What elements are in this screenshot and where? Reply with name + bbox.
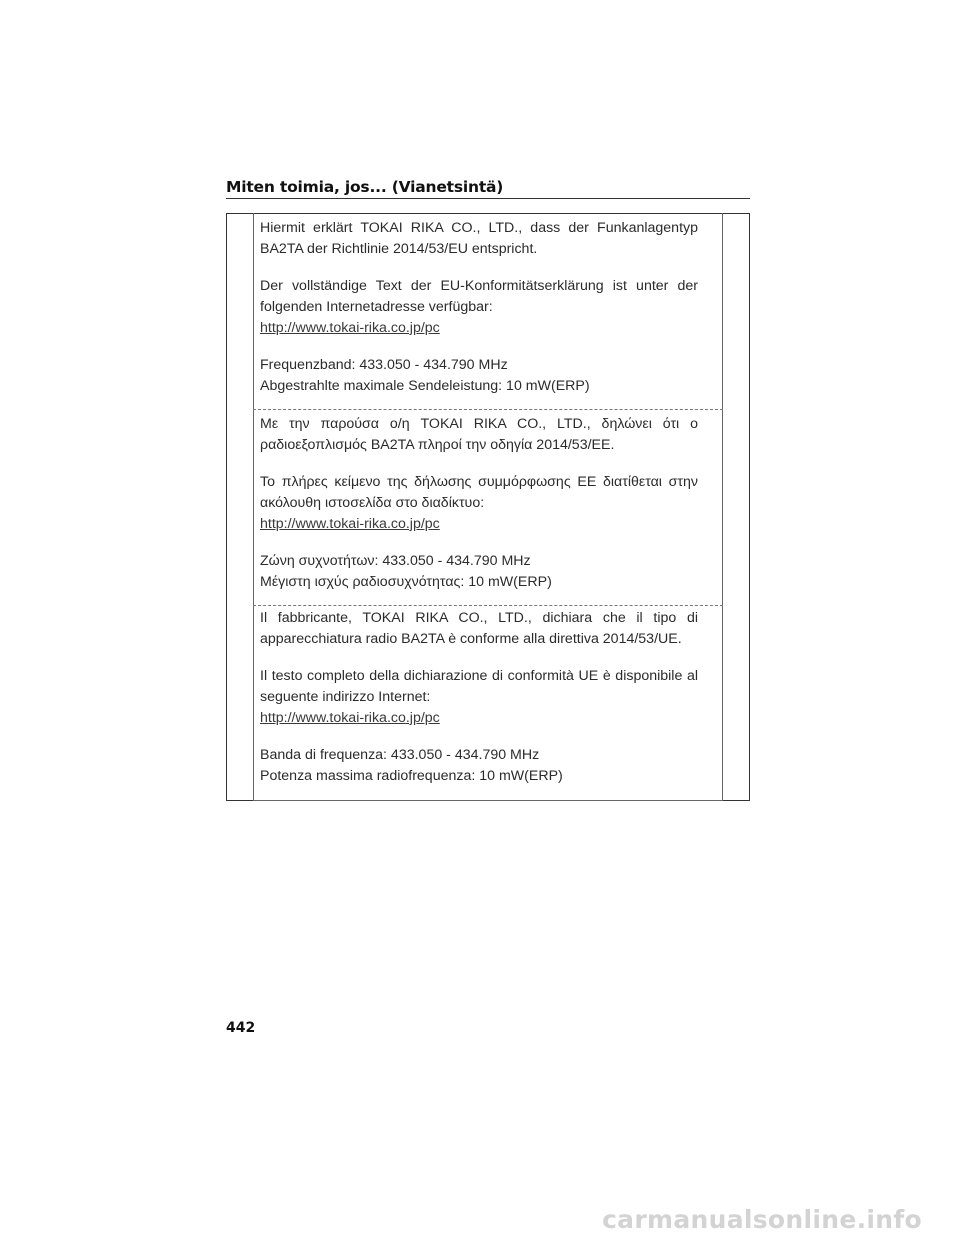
section-german bbox=[260, 218, 698, 397]
section-divider bbox=[253, 605, 723, 606]
declaration-link[interactable]: http://www.tokai-rika.co.jp/pc bbox=[260, 516, 440, 532]
declaration-link[interactable]: http://www.tokai-rika.co.jp/pc bbox=[260, 710, 440, 726]
frequency-band: Ζώνη συχνοτήτων: 433.050 - 434.790 MHz bbox=[260, 553, 531, 569]
declaration-link[interactable]: http://www.tokai-rika.co.jp/pc bbox=[260, 320, 440, 336]
section-italian bbox=[260, 608, 698, 787]
declaration-text: Il fabbricante, TOKAI RIKA CO., LTD., dichiara che il tipo di apparecchiatura radio BA2TA è conforme alla direttiva 2014/53/UE. bbox=[260, 610, 698, 647]
section-greek bbox=[260, 414, 698, 593]
full-text-info: Το πλήρες κείμενο της δήλωσης συμμόρφωσης ΕΕ διατίθεται στην ακόλουθη ιστοσελίδα στο διαδίκτυο: bbox=[260, 474, 698, 511]
frequency-band: Frequenzband: 433.050 - 434.790 MHz bbox=[260, 357, 508, 373]
max-power: Potenza massima radiofrequenza: 10 mW(ERP) bbox=[260, 768, 563, 784]
section-divider bbox=[253, 409, 723, 410]
max-power: Μέγιστη ισχύς ραδιοσυχνότητας: 10 mW(ERP) bbox=[260, 574, 552, 590]
max-power: Abgestrahlte maximale Sendeleistung: 10 mW(ERP) bbox=[260, 378, 590, 394]
header-divider bbox=[226, 198, 750, 199]
full-text-info: Der vollständige Text der EU-Konformitätserklärung ist unter der folgenden Internetadresse verfügbar: bbox=[260, 278, 698, 315]
watermark: carmanualsonline.info bbox=[602, 1205, 922, 1234]
declaration-text: Με την παρούσα ο/η TOKAI RIKA CO., LTD., δηλώνει ότι ο ραδιοεξοπλισμός BA2TA πληροί την οδηγία 2014/53/ΕΕ. bbox=[260, 416, 698, 453]
page-header-title: Miten toimia, jos... (Vianetsintä) bbox=[226, 178, 504, 196]
frequency-band: Banda di frequenza: 433.050 - 434.790 MHz bbox=[260, 747, 540, 763]
declaration-text: Hiermit erklärt TOKAI RIKA CO., LTD., dass der Funkanlagentyp BA2TA der Richtlinie 2014/53/EU entspricht. bbox=[260, 220, 698, 257]
page-number: 442 bbox=[226, 1020, 256, 1036]
full-text-info: Il testo completo della dichiarazione di conformità UE è disponibile al seguente indirizzo Internet: bbox=[260, 668, 698, 705]
